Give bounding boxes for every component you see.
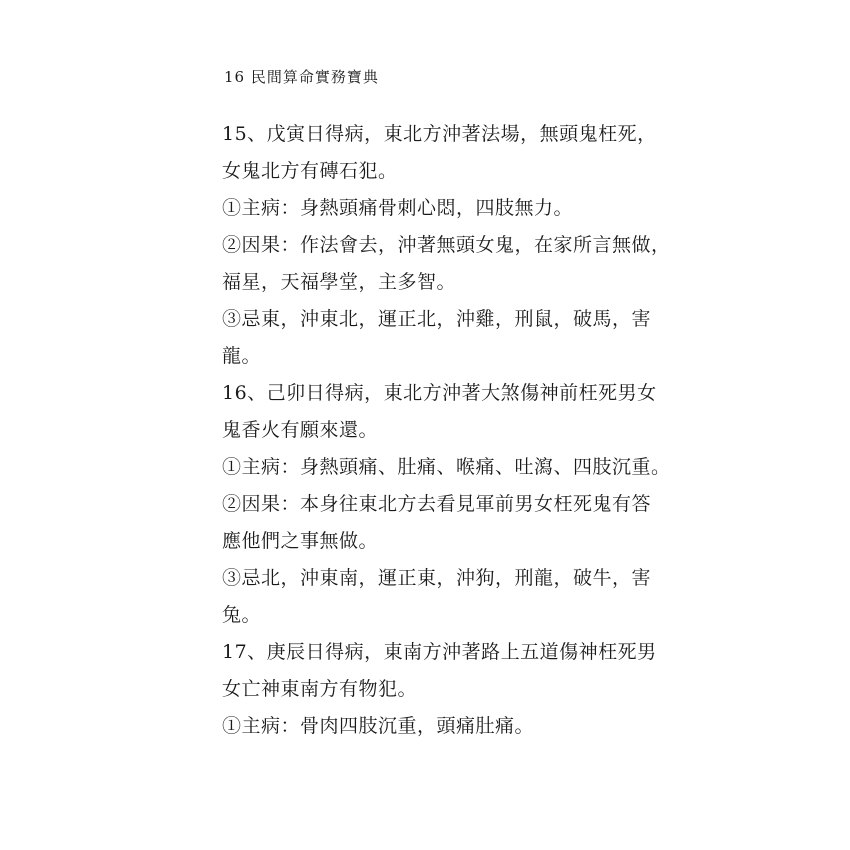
text-line: 女亡神東南方有物犯。: [222, 678, 418, 700]
text-line: ③忌北，沖東南，運正東，沖狗，刑龍，破牛，害: [222, 567, 652, 589]
text-line: 鬼香火有願來還。: [222, 419, 379, 441]
text-line: 15、戊寅日得病，東北方沖著法場，無頭鬼枉死，: [222, 123, 657, 145]
running-header: [224, 66, 379, 87]
text-line: ①主病：身熱頭痛骨刺心悶，四肢無力。: [222, 197, 574, 219]
text-line: ①主病：骨肉四肢沉重，頭痛肚痛。: [222, 715, 535, 737]
text-line: ②因果：本身往東北方去看見軍前男女枉死鬼有答: [222, 493, 652, 515]
text-line: 女鬼北方有磚石犯。: [222, 160, 398, 182]
page-number: 16: [224, 68, 246, 86]
text-line: 福星，天福學堂，主多智。: [222, 271, 457, 293]
text-line: 16、己卯日得病，東北方沖著大煞傷神前枉死男女: [222, 382, 657, 404]
body-text: [222, 116, 671, 745]
text-line: 兔。: [222, 604, 262, 626]
text-line: 應他們之事無做。: [222, 530, 379, 552]
text-line: 龍。: [222, 345, 262, 367]
text-line: 17、庚辰日得病，東南方沖著路上五道傷神枉死男: [222, 641, 657, 663]
text-line: ②因果：作法會去，沖著無頭女鬼，在家所言無做，: [222, 234, 671, 256]
text-line: ③忌東，沖東北，運正北，沖雞，刑鼠，破馬，害: [222, 308, 652, 330]
text-line: ①主病：身熱頭痛、肚痛、喉痛、吐瀉、四肢沉重。: [222, 456, 671, 478]
book-title: 民間算命實務寶典: [250, 68, 379, 86]
